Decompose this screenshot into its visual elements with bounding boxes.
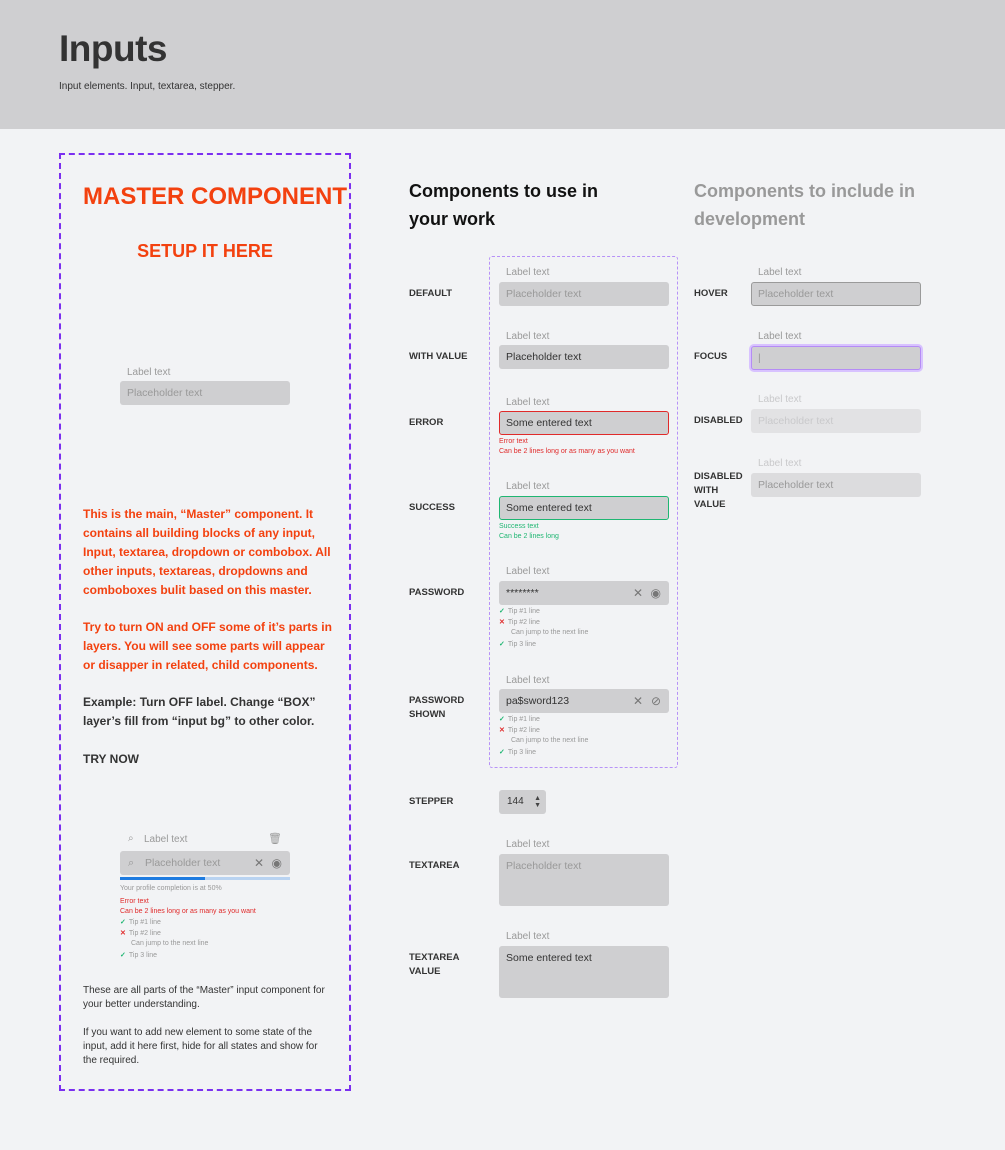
- password-value: ********: [506, 587, 539, 599]
- input-label: Label text: [506, 566, 550, 577]
- row-label-line-1: DISABLED: [694, 471, 743, 482]
- error-input[interactable]: Some entered text: [499, 411, 669, 435]
- error-text: Error text: [120, 898, 149, 905]
- setup-heading: SETUP IT HERE: [137, 241, 273, 261]
- stepper-arrows-icon[interactable]: ▲ ▼: [534, 795, 541, 809]
- stepper-value: 144: [507, 796, 524, 807]
- tip-2-continued: Can jump to the next line: [131, 940, 209, 947]
- tip-1-text: Tip #1 line: [507, 608, 540, 615]
- row-label-default: DEFAULT: [409, 288, 453, 299]
- tip-1: [120, 918, 161, 929]
- input-label: Label text: [506, 481, 550, 492]
- input-label: Label text: [127, 367, 171, 378]
- tip-3: [499, 748, 536, 759]
- check-icon: ✓: [499, 716, 505, 723]
- password-input[interactable]: [499, 581, 669, 605]
- input-label: Label text: [506, 267, 550, 278]
- row-label-hover: HOVER: [694, 288, 728, 299]
- master-title: MASTER COMPONENT: [83, 183, 347, 210]
- textarea[interactable]: Placeholder text: [499, 854, 669, 906]
- tip-2-continued: Can jump to the next line: [511, 737, 589, 744]
- focus-input[interactable]: |: [751, 346, 921, 370]
- cross-icon: ✕: [499, 727, 505, 734]
- master-description: This is the main, “Master” component. It contains all building blocks of any input, Input, textarea, dropdown or combobox. All other inputs, textareas, dropdowns and comboboxes bulit based on this master.: [83, 507, 331, 597]
- anatomy-placeholder: Placeholder text: [145, 857, 221, 869]
- row-label-password: PASSWORD: [409, 587, 465, 598]
- master-input[interactable]: Placeholder text: [120, 381, 290, 405]
- close-icon[interactable]: ✕: [632, 694, 643, 708]
- check-icon: ✓: [120, 952, 126, 959]
- eye-icon[interactable]: ◉: [271, 856, 282, 870]
- row-label-textarea: TEXTAREA: [409, 860, 460, 871]
- tip-2-text: Tip #2 line: [128, 930, 161, 937]
- tip-2: [499, 726, 540, 737]
- check-icon: ✓: [499, 608, 505, 615]
- progress-bar: [120, 877, 290, 880]
- tip-2-text: Tip #2 line: [507, 619, 540, 626]
- tip-2: [120, 929, 161, 940]
- check-icon: ✓: [499, 749, 505, 756]
- textarea-value[interactable]: Some entered text: [499, 946, 669, 998]
- search-icon: ⌕: [128, 833, 134, 844]
- row-label-success: SUCCESS: [409, 502, 455, 513]
- page-subtitle: Input elements. Input, textarea, stepper.: [59, 81, 236, 92]
- input-label: Label text: [506, 839, 550, 850]
- tip-3-text: Tip 3 line: [507, 749, 537, 756]
- row-label-focus: FOCUS: [694, 351, 728, 362]
- input-label: Label text: [506, 331, 550, 342]
- tip-1-text: Tip #1 line: [507, 716, 540, 723]
- row-label-disabled-with-value: [694, 470, 743, 512]
- anatomy-label: Label text: [144, 834, 188, 845]
- row-label-textarea-value: [409, 951, 460, 979]
- close-icon[interactable]: ✕: [253, 856, 264, 870]
- row-label-line-1: TEXTAREA: [409, 952, 460, 963]
- work-column-title: Components to use in your work: [409, 181, 598, 229]
- tip-3: [499, 640, 536, 651]
- default-input[interactable]: Placeholder text: [499, 282, 669, 306]
- dev-column-title: Components to include in development: [694, 181, 915, 229]
- error-text: Error text: [499, 438, 528, 445]
- tip-2-continued: Can jump to the next line: [511, 629, 589, 636]
- close-icon[interactable]: ✕: [632, 586, 643, 600]
- input-label: Label text: [506, 931, 550, 942]
- input-label: Label text: [758, 458, 802, 469]
- row-label-line-3: VALUE: [694, 499, 726, 510]
- success-text-2: Can be 2 lines long: [499, 533, 559, 540]
- row-label-stepper: STEPPER: [409, 796, 454, 807]
- page-title: Inputs: [59, 28, 167, 69]
- row-label-with-value: WITH VALUE: [409, 351, 468, 362]
- with-value-input[interactable]: Placeholder text: [499, 345, 669, 369]
- hover-input[interactable]: Placeholder text: [751, 282, 921, 306]
- progress-fill: [120, 877, 205, 880]
- error-text-2: Can be 2 lines long or as many as you want: [499, 448, 635, 455]
- cross-icon: ✕: [120, 930, 126, 937]
- tip-3-text: Tip 3 line: [507, 641, 537, 648]
- row-label-disabled: DISABLED: [694, 415, 743, 426]
- check-icon: ✓: [499, 641, 505, 648]
- master-footnote-1: These are all parts of the “Master” input component for your better understanding.: [83, 985, 325, 1010]
- master-footnote-2: If you want to add new element to some state of the input, add it here first, hide for all states and show for the required.: [83, 1027, 318, 1066]
- check-icon: ✓: [120, 919, 126, 926]
- tip-3: [120, 951, 157, 962]
- anatomy-input[interactable]: [120, 851, 290, 875]
- row-label-password-shown: [409, 694, 464, 722]
- disabled-input: Placeholder text: [751, 409, 921, 433]
- row-label-line-2: SHOWN: [409, 709, 446, 720]
- try-now-label: TRY NOW: [83, 752, 139, 766]
- input-label: Label text: [506, 397, 550, 408]
- eye-icon[interactable]: ◉: [650, 586, 661, 600]
- search-icon: ⌕: [128, 857, 135, 869]
- cross-icon: ✕: [499, 619, 505, 626]
- success-input[interactable]: Some entered text: [499, 496, 669, 520]
- error-text-2: Can be 2 lines long or as many as you want: [120, 908, 256, 915]
- trash-icon: 🗑︎: [268, 833, 282, 845]
- password-shown-value: pa$sword123: [506, 695, 570, 707]
- tip-2: [499, 618, 540, 629]
- row-label-line-1: PASSWORD: [409, 695, 465, 706]
- tip-1-text: Tip #1 line: [128, 919, 161, 926]
- master-instructions: Try to turn ON and OFF some of it’s parts in layers. You will see some parts will appear or disapper in related, child components.: [83, 620, 332, 672]
- page-header: [0, 0, 1005, 129]
- tip-3-text: Tip 3 line: [128, 952, 158, 959]
- progress-text: Your profile completion is at 50%: [120, 885, 222, 892]
- disabled-with-value-input: Placeholder text: [751, 473, 921, 497]
- quantity-stepper[interactable]: [499, 790, 546, 814]
- input-label: Label text: [758, 331, 802, 342]
- tip-1: [499, 715, 540, 726]
- tip-1: [499, 607, 540, 618]
- eye-off-icon[interactable]: ⊘: [650, 694, 661, 708]
- row-label-line-2: WITH: [694, 485, 719, 496]
- password-shown-input[interactable]: [499, 689, 669, 713]
- row-label-error: ERROR: [409, 417, 444, 428]
- success-text: Success text: [499, 523, 539, 530]
- anatomy-label-row: [120, 833, 290, 847]
- input-label: Label text: [758, 267, 802, 278]
- master-component-panel: [59, 153, 351, 1091]
- master-example: Example: Turn OFF label. Change “BOX” layer’s fill from “input bg” to other color.: [83, 695, 316, 728]
- tip-2-text: Tip #2 line: [507, 727, 540, 734]
- input-label: Label text: [758, 394, 802, 405]
- row-label-line-2: VALUE: [409, 966, 441, 977]
- input-label: Label text: [506, 675, 550, 686]
